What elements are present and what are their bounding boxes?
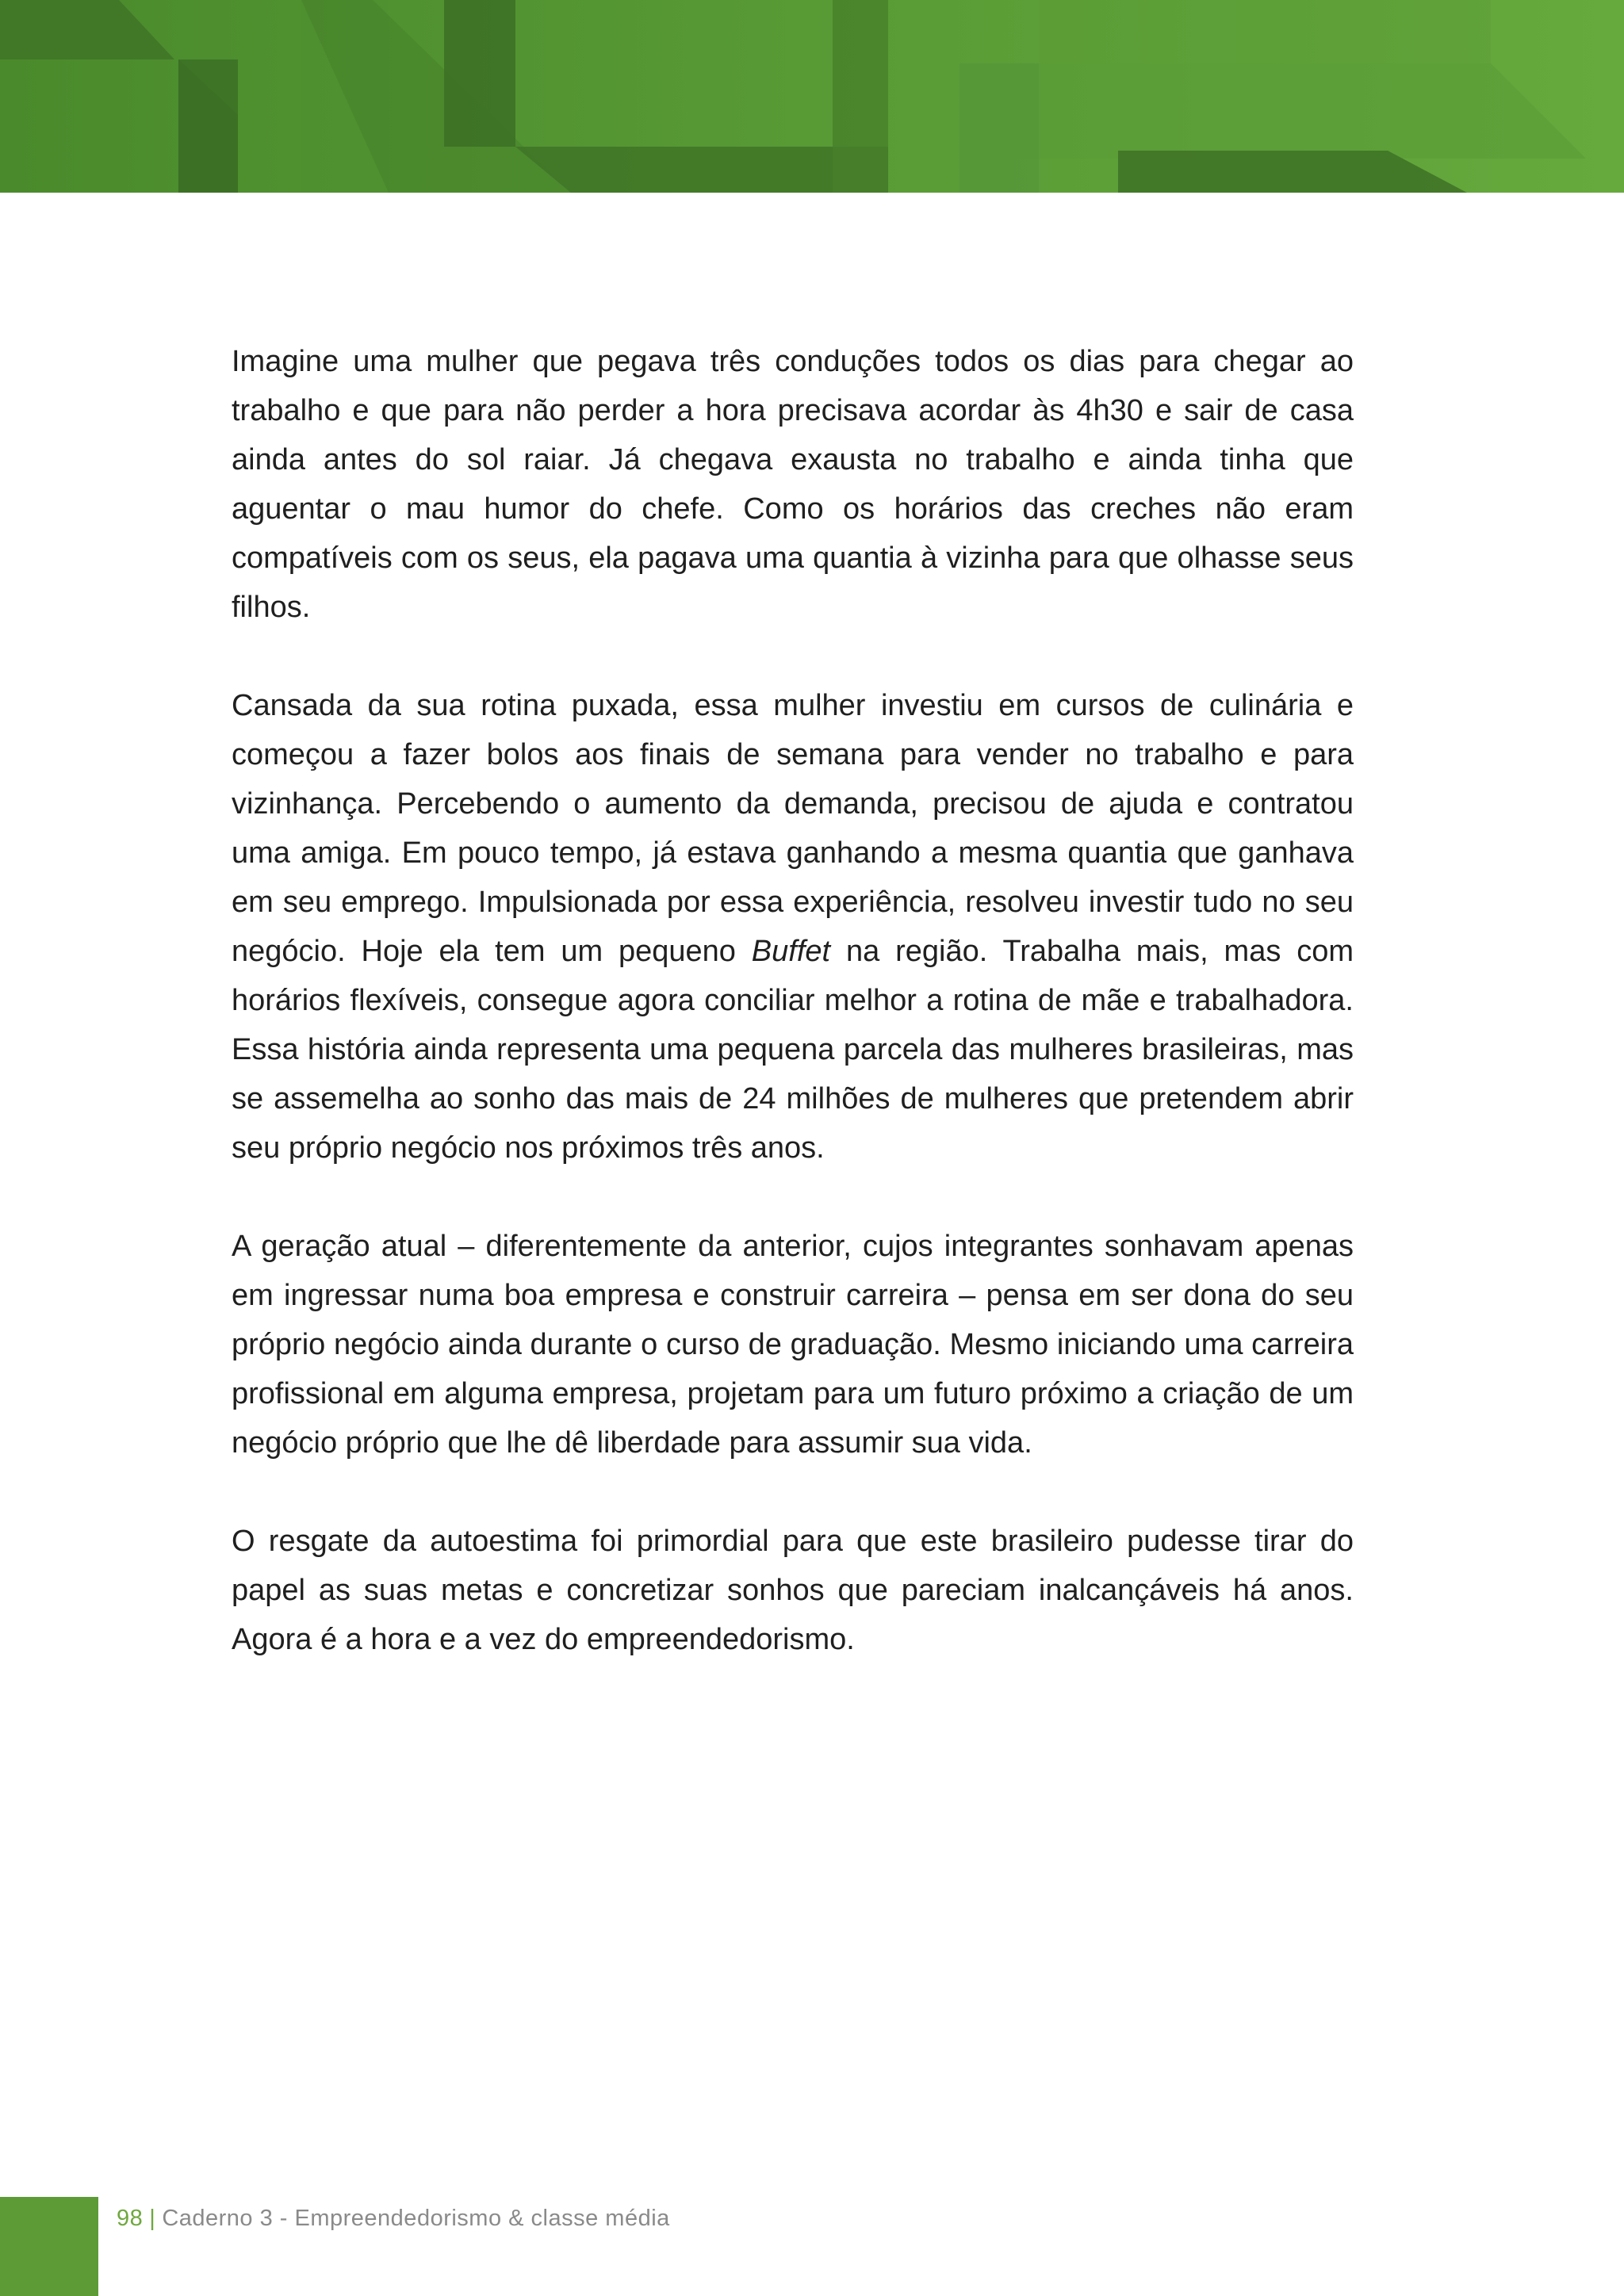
footer [117, 2202, 670, 2234]
footer-separator: | [149, 2206, 156, 2231]
paragraph-4: O resgate da autoestima foi primordial para que este brasileiro pudesse tirar do papel as suas metas e concretizar sonhos que pareciam inalcançáveis há anos. Agora é a hora e a vez do empreendedorismo. [232, 1525, 1354, 1656]
paragraph-2 [232, 681, 1354, 1173]
footer-green-block [0, 2197, 98, 2296]
paragraph-2-part-1: Cansada da sua rotina puxada, essa mulher investiu em cursos de culinária e começou a fazer bolos aos finais de semana para vender no trabalho e para vizinhança. Percebendo o aumento da demanda, precisou de ajuda e contratou uma amiga. Em pouco tempo, já estava ganhando a mesma quantia que ganhava em seu emprego. Impulsionada por essa experiência, resolveu investir tudo no seu negócio. Hoje ela tem um pequeno [232, 689, 1354, 968]
buffet-italic-term: Buffet [751, 935, 831, 968]
header-decorative-band [0, 0, 1624, 193]
paragraph-3: A geração atual – diferentemente da anterior, cujos integrantes sonhavam apenas em ingressar numa boa empresa e construir carreira – pensa em ser dona do seu próprio negócio ainda durante o curso de graduação. Mesmo iniciando uma carreira profissional em alguma empresa, projetam para um futuro próximo a criação de um negócio próprio que lhe dê liberdade para assumir sua vida. [232, 1230, 1354, 1460]
paragraph-1: Imagine uma mulher que pegava três conduções todos os dias para chegar ao trabalho e que para não perder a hora precisava acordar às 4h30 e sair de casa ainda antes do sol raiar. Já chegava exausta no trabalho e ainda tinha que aguentar o mau humor do chefe. Como os horários das creches não eram compatíveis com os seus, ela pagava uma quantia à vizinha para que olhasse seus filhos. [232, 345, 1354, 624]
page-number: 98 [117, 2206, 144, 2231]
paragraph-2-part-2: na região. Trabalha mais, mas com horários flexíveis, consegue agora conciliar melhor a rotina de mãe e trabalhadora. Essa história ainda representa uma pequena parcela das mulheres brasileiras, mas se assemelha ao sonho das mais de 24 milhões de mulheres que pretendem abrir seu próprio negócio nos próximos três anos. [232, 935, 1354, 1165]
footer-title: Caderno 3 - Empreendedorismo & classe média [162, 2206, 670, 2231]
article-body [232, 337, 1354, 1713]
header-pattern [0, 0, 1624, 193]
